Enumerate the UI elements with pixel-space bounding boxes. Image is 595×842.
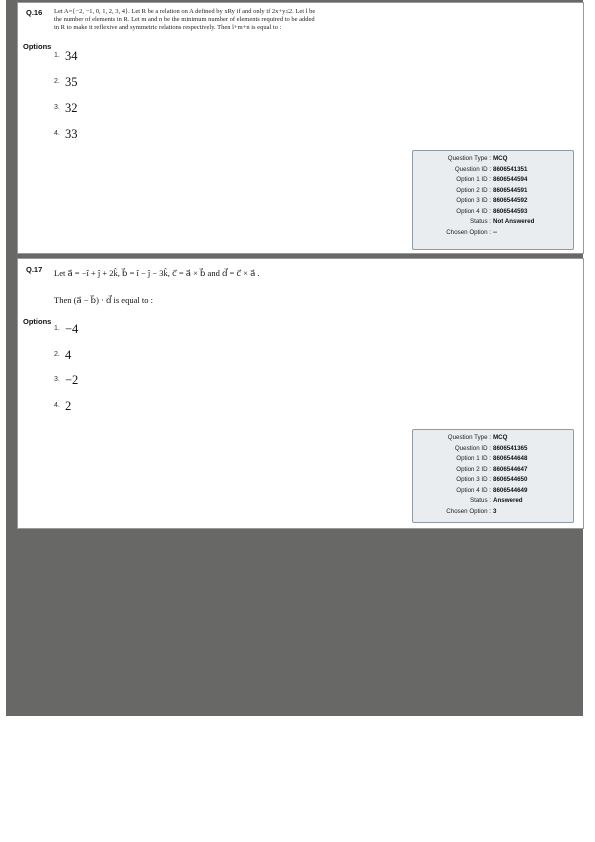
options-heading: Options	[23, 317, 52, 326]
info-row-question-id: Question ID : 8606541365	[454, 444, 528, 452]
info-row-status: Status : Answered	[470, 497, 523, 504]
option-number: 3.	[54, 104, 60, 111]
question-panel-17	[17, 258, 584, 529]
question-text-line: Let A={−2, −1, 0, 1, 2, 3, 4}. Let R be a relation on A defined by xRy if and only if 2x+y≤2. Let l be	[54, 8, 316, 15]
question-panel-16	[17, 2, 584, 254]
info-row-question-type: Question Type : MCQ	[447, 434, 508, 441]
option-number: 1.	[54, 325, 60, 332]
option-value[interactable]: 2	[65, 399, 72, 413]
question-text-line: in R to make it reflexive and symmetric relations respectively. Then l+m+n is equal to :	[54, 24, 282, 31]
question-text-line: Then (a⃗ − b⃗) · d⃗ is equal to :	[54, 295, 153, 305]
info-row-question-id: Question ID : 8606541351	[454, 165, 528, 173]
option-number: 3.	[54, 376, 60, 383]
options-heading: Options	[23, 42, 52, 51]
option-value[interactable]: 35	[65, 75, 78, 89]
option-value[interactable]: 32	[65, 101, 78, 115]
question-text-line: Let a⃗ = −î + ĵ + 2k̂, b⃗ = î − ĵ − 3k̂, c⃗ = a⃗ × b⃗ and d⃗ = c⃗ × a⃗ .	[54, 268, 260, 278]
option-value[interactable]: −4	[65, 322, 79, 336]
question-number: Q.17	[26, 265, 43, 274]
info-row-option-4-id: Option 4 ID : 8606544649	[456, 486, 528, 494]
info-row-option-3-id: Option 3 ID : 8606544650	[456, 476, 528, 483]
option-value[interactable]: 33	[65, 127, 78, 141]
option-number: 2.	[54, 78, 60, 85]
question-info-box	[412, 150, 574, 250]
info-row-chosen-option: Chosen Option : --	[446, 228, 498, 236]
info-row-status: Status : Not Answered	[470, 218, 535, 225]
page-frame	[6, 0, 583, 716]
info-row-chosen-option: Chosen Option : 3	[446, 507, 497, 515]
option-number: 4.	[54, 130, 60, 137]
info-row-question-type: Question Type : MCQ	[447, 155, 508, 162]
option-value[interactable]: −2	[65, 373, 79, 387]
option-number: 2.	[54, 351, 60, 358]
info-row-option-3-id: Option 3 ID : 8606544592	[456, 197, 528, 204]
question-text	[54, 8, 399, 32]
option-number: 1.	[54, 52, 60, 59]
question-info-box	[412, 429, 574, 523]
option-value[interactable]: 4	[65, 348, 72, 362]
question-number: Q.16	[26, 8, 43, 17]
option-number: 4.	[54, 402, 60, 409]
info-row-option-1-id: Option 1 ID : 8606544648	[456, 455, 528, 462]
question-text-line: the number of elements in R. Let m and n be the minimum number of elements required to be added	[54, 16, 315, 23]
option-value[interactable]: 34	[65, 49, 78, 63]
info-row-option-4-id: Option 4 ID : 8606544593	[456, 207, 528, 215]
info-row-option-2-id: Option 2 ID : 8606544647	[456, 465, 528, 473]
info-row-option-1-id: Option 1 ID : 8606544594	[456, 176, 528, 183]
info-row-option-2-id: Option 2 ID : 8606544591	[456, 186, 528, 194]
